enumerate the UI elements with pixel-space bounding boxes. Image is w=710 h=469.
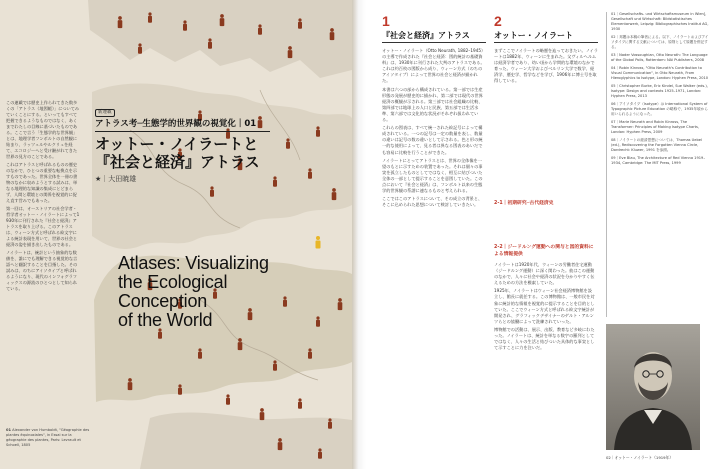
person-icon xyxy=(332,188,337,200)
person-icon xyxy=(220,14,225,26)
section-number: 2 xyxy=(494,13,502,29)
section-1-body xyxy=(382,48,486,458)
body-paragraph: ノイラートは1920年代、ウィーンの労働者住宅運動（ジードルング運動）に深く関わった。彼はこの運動のなかで、人々に社会や経済の状況を分かりやすく伝えるための方法を模索していた。 xyxy=(494,262,595,286)
footnote: 05｜Christopher Burke, Eric Kindel, Sue Walker (eds.), Isotype: Design and contexts 1925–1971, London: Hyphen Press, 2013 xyxy=(611,84,708,98)
person-icon xyxy=(278,438,283,450)
person-icon xyxy=(138,43,142,53)
person-icon xyxy=(148,12,152,22)
person-icon xyxy=(286,138,290,148)
portrait-caption: 02｜オットー・ノイラート（1919年） xyxy=(606,455,674,460)
english-title xyxy=(118,254,318,330)
figure-caption xyxy=(6,428,90,448)
intro-paragraph: これはアトラスと呼ばれるものの歴史のなかで、ひとつの重要な転換点を示すものであった。世界全体を一冊の書物のなかに収めようとする試みは、単なる地理的な知識の集成にとどまらず、人間と環境との関係を視覚的に捉え直す営みでもあった。 xyxy=(6,162,78,203)
body-paragraph: 博物館での活動は、展示、出版、教育など多岐にわたった。ノイラートは、統計を単なる数字の羅列としてではなく、人々の生活と結びついた具体的な事実として示すことに力を注いだ。 xyxy=(494,326,595,351)
series-title: アトラス考─生態学的世界観の視覚化｜01 xyxy=(95,119,270,132)
left-page xyxy=(0,0,352,469)
person-icon xyxy=(318,448,322,458)
english-title-line: of the World xyxy=(118,310,213,330)
footnote: 08｜ノイラートの経済思想については、Thomas Uebel (ed.), Rediscovering the Forgotten Vienna Circle, Dordrecht: Kluwer, 1991 を参照。 xyxy=(611,138,702,152)
caption-text: Alexander von Humboldt, "Géographie des plantes équinoxiales", in Essai sur la géographie des plantes, Paris: Levrault et Schoell, 1805 xyxy=(6,428,90,447)
person-icon xyxy=(210,186,214,196)
series-tag: 新連載 xyxy=(95,109,115,117)
article-title xyxy=(95,135,270,171)
person-icon xyxy=(273,360,277,370)
footnote: 01｜Gesellschafts- und Wirtschaftsmuseum in Wien], Gesellschaft und Wirtschaft: Bildstatistisches Elementarwerk, Leipzig: Bibliographisches Institut AG, 1930 xyxy=(611,12,709,31)
footnote: 03｜Nader Vossoughian, Otto Neurath: The Language of the Global Polis, Rotterdam: NAi Publishers, 2008 xyxy=(611,53,708,62)
body-paragraph: まずここでノイラートの略歴を辿っておきたい。ノイラートは1882年、ウィーンに生まれた。父ヴィルヘルムは経済学者であり、幼い頃から学問的な環境のなかで育った。ウィーン大学およびベルリン大学で数学、経済学、歴史学、哲学などを学び、1906年に博士号を取得している。 xyxy=(494,48,598,84)
person-icon xyxy=(298,18,302,28)
person-icon xyxy=(260,408,265,420)
person-icon xyxy=(330,28,335,40)
person-icon xyxy=(338,298,343,310)
person-icon xyxy=(183,20,187,30)
intro-paragraph: この連載では歴史上作られてきた数多くの「アトラス（地図帳）」についてみていくことにする。といってもすべて把握できるようなものではなく、あくまでわたしの目線に基づいたものである。ここで言う「生態学的な世界観」とは、地理学者フンボルトの自然観に始まり、ラッツェルやルクリュを経て、エコロジーへと受け継がれてきた世界の見方のことである。 xyxy=(6,100,80,159)
section-heading-2 xyxy=(494,14,598,41)
person-icon xyxy=(316,126,320,136)
author-byline: ★｜大田暁雄 xyxy=(95,175,137,183)
section-heading-1 xyxy=(382,14,486,41)
divider xyxy=(382,42,486,43)
person-icon xyxy=(328,418,332,428)
intro-column xyxy=(6,100,80,294)
person-icon xyxy=(198,348,202,358)
footnote: 07｜Marie Neurath and Robin Kinross, The Transformer: Principles of Making Isotype Charts, London: Hyphen Press, 2009 xyxy=(611,120,700,134)
landmass-south xyxy=(140,413,352,469)
english-title-line: Conception xyxy=(118,291,208,311)
person-icon xyxy=(308,168,312,178)
divider xyxy=(494,42,598,43)
title-block xyxy=(95,98,270,184)
footnote: 04｜Robin Kinross, "Otto Neurath's Contribution to Visual Communication", in Otto Neurath, From Hieroglyphics to Isotype, London: Hyphen Press, 2010 xyxy=(611,66,709,80)
article-title-line: オットー・ノイラートと xyxy=(95,135,259,153)
portrait-illustration xyxy=(606,324,700,450)
person-icon xyxy=(226,394,230,404)
english-title-line: Atlases: Visualizing xyxy=(118,253,269,273)
section-2-body xyxy=(494,48,598,194)
person-icon xyxy=(258,24,262,34)
subheading: 2-2｜ジードルング運動への関与と図的資料による情報提供 xyxy=(494,245,594,257)
body-paragraph: 本書は六つの部から構成されている。第一部では生産形態の発展が歴史的に描かれ、第二部では現代の世界経済の概観が示される。第三部では社会組織の比較、第四部では地球上の人口と民族、第五部では生活水準、第六部では文化的な状況がそれぞれ扱われている。 xyxy=(382,86,483,123)
intro-paragraph: 第一回は、オーストリアの社会学者・哲学者オットー・ノイラートによって1930年に刊行された『社会と経済』アトラスを取り上げる。このアトラスは、ウィーン方式と呼ばれる絵文字による統計表現を用いて、世界の社会と経済の姿を描き出したものである。 xyxy=(6,206,80,247)
person-icon xyxy=(288,46,293,58)
page-gutter xyxy=(352,0,366,469)
caption-number: 01 xyxy=(6,428,12,432)
body-paragraph: ノイラートにとってアトラスとは、世界の全体像を一望のもとに示すための装置であった。それは個々の事実を孤立したものとしてではなく、相互に結びついた全体の一部として提示することを意図していた。この点において『社会と経済』は、フンボルト以来の生態学的世界観の系譜に連なるものと考えられる。 xyxy=(382,157,483,194)
intro-paragraph: ノイラートは、統計という抽象的な数値を、誰にでも理解できる視覚的な言語へと翻訳することを目指した。その試みは、のちにアイソタイプと呼ばれるようになり、現代のインフォグラフィックスの源流のひとつとして知られている。 xyxy=(6,250,78,291)
body-paragraph: 1925年、ノイラートはウィーン社会経済博物館を設立し、館長に就任する。この博物館は、一般市民を対象に統計的な情報を視覚的に提示することを目的としていた。ここでウィーン方式と呼ばれる絵文字統計が開発され、グラフィックデザイナーのゲルト・アルンツらとの協働によって洗練されていった。 xyxy=(494,288,595,324)
footnotes-column xyxy=(606,12,709,317)
person-icon xyxy=(308,348,312,358)
english-title-line: the Ecological xyxy=(118,272,228,292)
section-title: オットー・ノイラート xyxy=(494,31,574,40)
person-icon xyxy=(128,378,133,390)
footnote: 02｜邦題は本稿の筆者による。以下、ノイラートおよびアイソタイプに関する文献については、原則として原題を併記する。 xyxy=(611,35,709,49)
body-paragraph: これらの図表は、すべて統一された絵記号によって構成されている。一つの記号は一定の数量を表し、数量の違いは記号の数の違いとして示される。色と形の統一的な使用によって、見る者は異なる図表のあいだでも容易に比較を行うことができた。 xyxy=(382,125,483,155)
subheading: 2-1｜初期研究─古代経済史 xyxy=(494,201,554,206)
person-icon xyxy=(273,176,277,186)
portrait-photo xyxy=(606,324,700,450)
person-icon xyxy=(178,384,182,394)
footnote: 09｜Eve Blau, The Architecture of Red Vienna 1919–1934, Cambridge: The MIT Press, 1999 xyxy=(611,156,706,165)
footnote: 06｜アイソタイプ（Isotype）は International System of Typographic Picture Education の略称で、1935年頃から用いられるようになった。 xyxy=(611,102,708,116)
person-icon xyxy=(208,38,212,48)
section-title: 『社会と経済』アトラス xyxy=(382,31,470,40)
person-icon xyxy=(238,338,243,350)
person-icon xyxy=(118,16,123,28)
person-icon xyxy=(298,398,302,408)
highlighted-person-icon xyxy=(316,236,321,249)
section-2-continued-body xyxy=(494,262,596,458)
article-title-line: 『社会と経済』アトラス xyxy=(95,153,260,171)
section-number: 1 xyxy=(382,13,390,29)
body-paragraph: オットー・ノイラート（Otto Neurath, 1882–1945）の主導で作成された『社会と経済：図的統計の基礎資料』は、1930年に刊行された大判のアトラスである。これは約百枚の図版から成り、ウィーン方式（のちのアイソタイプ）によって世界の社会と経済が描かれた。 xyxy=(382,48,486,84)
body-paragraph: ここではこのアトラスについて、その成立の背景と、そこに込められた思想について検討していきたい。 xyxy=(382,196,483,208)
